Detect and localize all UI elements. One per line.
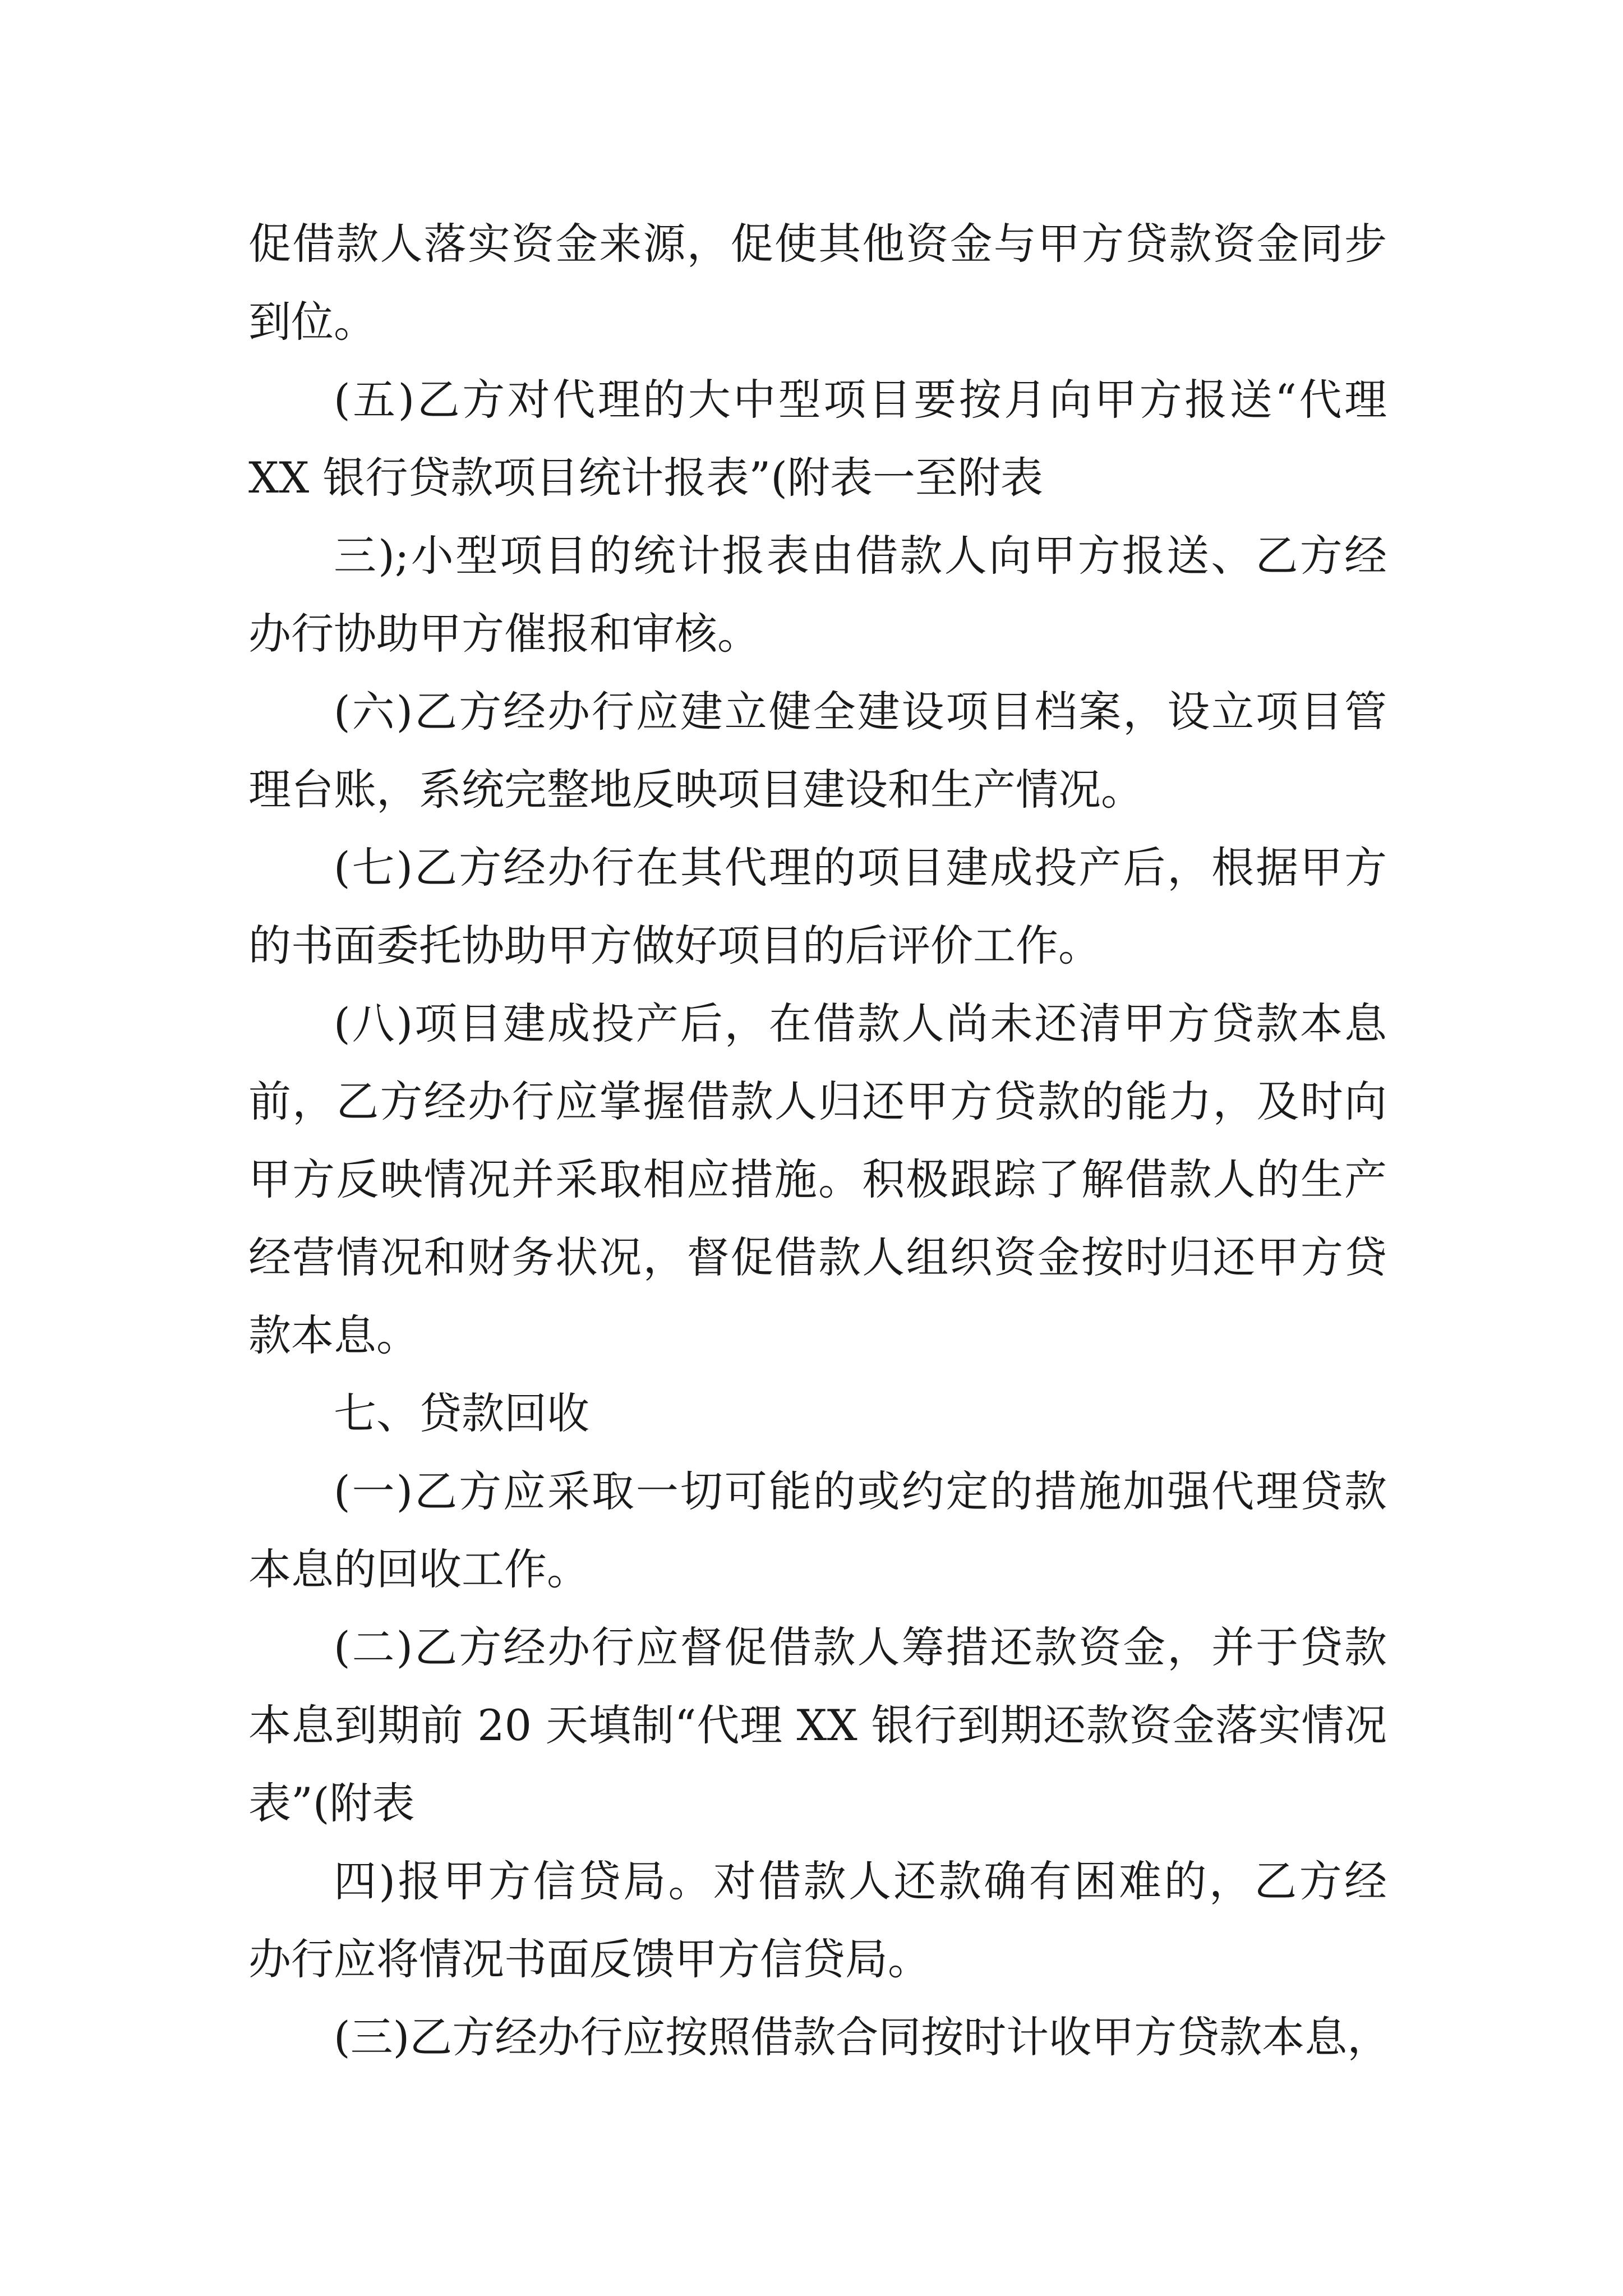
text-line: 理台账，系统完整地反映项目建设和生产情况。 [248, 765, 1144, 815]
text-line: 办行应将情况书面反馈甲方信贷局。 [248, 1934, 930, 1984]
text-line: 款本息。 [248, 1310, 419, 1360]
text-line: XX 银行贷款项目统计报表”(附表一至附表 [248, 453, 1043, 503]
text-line: 甲方反映情况并采取相应措施。积极跟踪了解借款人的生产 [248, 1154, 1387, 1204]
text-line: (二)乙方经办行应督促借款人筹措还款资金，并于贷款 [334, 1622, 1387, 1672]
text-line: (五)乙方对代理的大中型项目要按月向甲方报送“代理 [334, 375, 1387, 425]
text-line: (六)乙方经办行应建立健全建设项目档案，设立项目管 [334, 687, 1387, 737]
text-line: 办行协助甲方催报和审核。 [248, 609, 760, 659]
document-body [248, 205, 1390, 2076]
text-line: (一)乙方应采取一切可能的或约定的措施加强代理贷款 [334, 1466, 1387, 1516]
text-line: 七、贷款回收 [334, 1388, 589, 1438]
text-line: 本息到期前 20 天填制“代理 XX 银行到期还款资金落实情况 [248, 1700, 1387, 1750]
text-line: (七)乙方经办行在其代理的项目建成投产后，根据甲方 [334, 843, 1387, 892]
text-line: (八)项目建成投产后，在借款人尚未还清甲方贷款本息 [334, 999, 1387, 1048]
text-line: 四)报甲方信贷局。对借款人还款确有困难的，乙方经 [334, 1856, 1387, 1906]
text-line: 的书面委托协助甲方做好项目的后评价工作。 [248, 921, 1101, 970]
text-line: 三);小型项目的统计报表由借款人向甲方报送、乙方经 [334, 531, 1387, 581]
text-line: 经营情况和财务状况，督促借款人组织资金按时归还甲方贷 [248, 1232, 1387, 1282]
text-line: 本息的回收工作。 [248, 1544, 589, 1594]
text-line: 到位。 [248, 297, 376, 347]
text-line: 前，乙方经办行应掌握借款人归还甲方贷款的能力，及时向 [248, 1076, 1387, 1126]
text-line: 表”(附表 [248, 1778, 415, 1828]
text-line: (三)乙方经办行应按照借款合同按时计收甲方贷款本息， [334, 2012, 1390, 2062]
text-line: 促借款人落实资金来源，促使其他资金与甲方贷款资金同步 [248, 219, 1387, 269]
